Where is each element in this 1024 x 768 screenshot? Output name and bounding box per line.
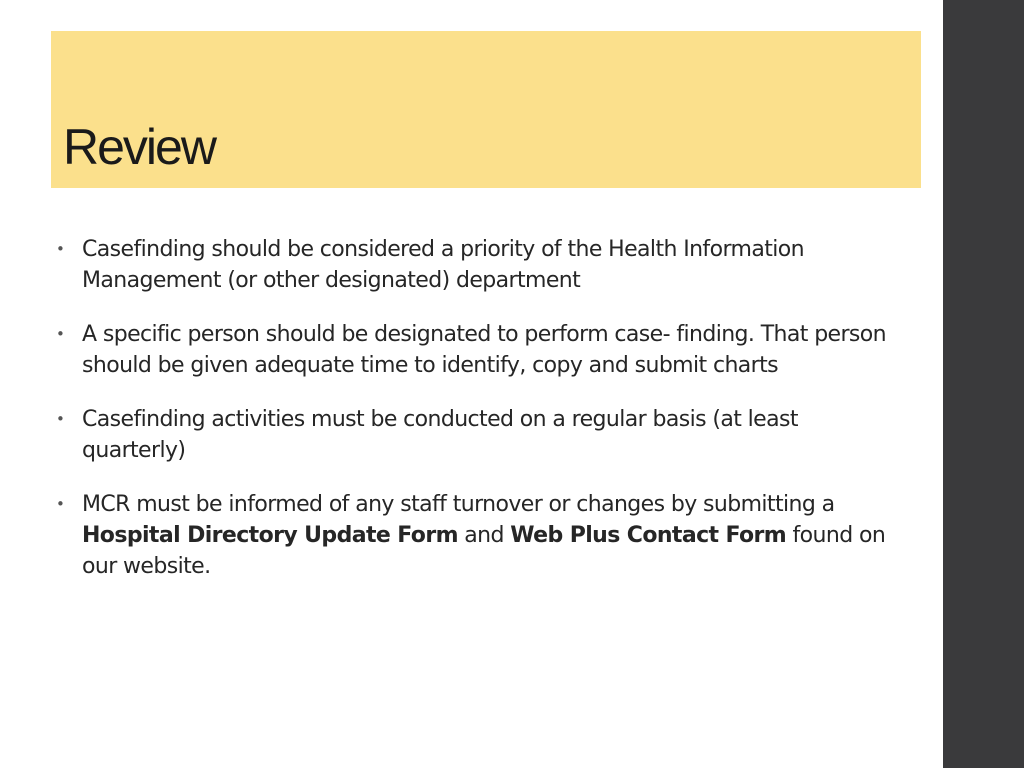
web-plus-contact-form-label: Web Plus Contact Form [510, 523, 787, 548]
sidebar-panel [943, 0, 1024, 768]
bullet-list [56, 234, 906, 605]
bullet-text: Casefinding activities must be conducted on a regular basis (at least quarterly) [82, 407, 798, 463]
bullet-text [82, 492, 885, 579]
bullet-marker: • [56, 240, 65, 258]
bullet-item [56, 489, 906, 582]
bullet-marker: • [56, 325, 65, 343]
slide-title: Review [63, 119, 215, 175]
bullet-text-part: and [457, 523, 511, 548]
bullet-text: A specific person should be designated to perform case- finding. That person should be given adequate time to identify, copy and submit charts [82, 322, 887, 378]
bullet-item [56, 234, 906, 296]
bullet-text-part: found on our website. [82, 523, 886, 579]
bullet-item [56, 319, 906, 381]
bullet-text: Casefinding should be considered a priority of the Health Information Management (or other designated) department [82, 237, 804, 293]
bullet-marker: • [56, 495, 65, 513]
bullet-marker: • [56, 410, 65, 428]
hospital-directory-update-form-label: Hospital Directory Update Form [82, 523, 458, 548]
bullet-text-part: MCR must be informed of any staff turnover or changes by submitting a [82, 492, 835, 517]
bullet-item [56, 404, 906, 466]
